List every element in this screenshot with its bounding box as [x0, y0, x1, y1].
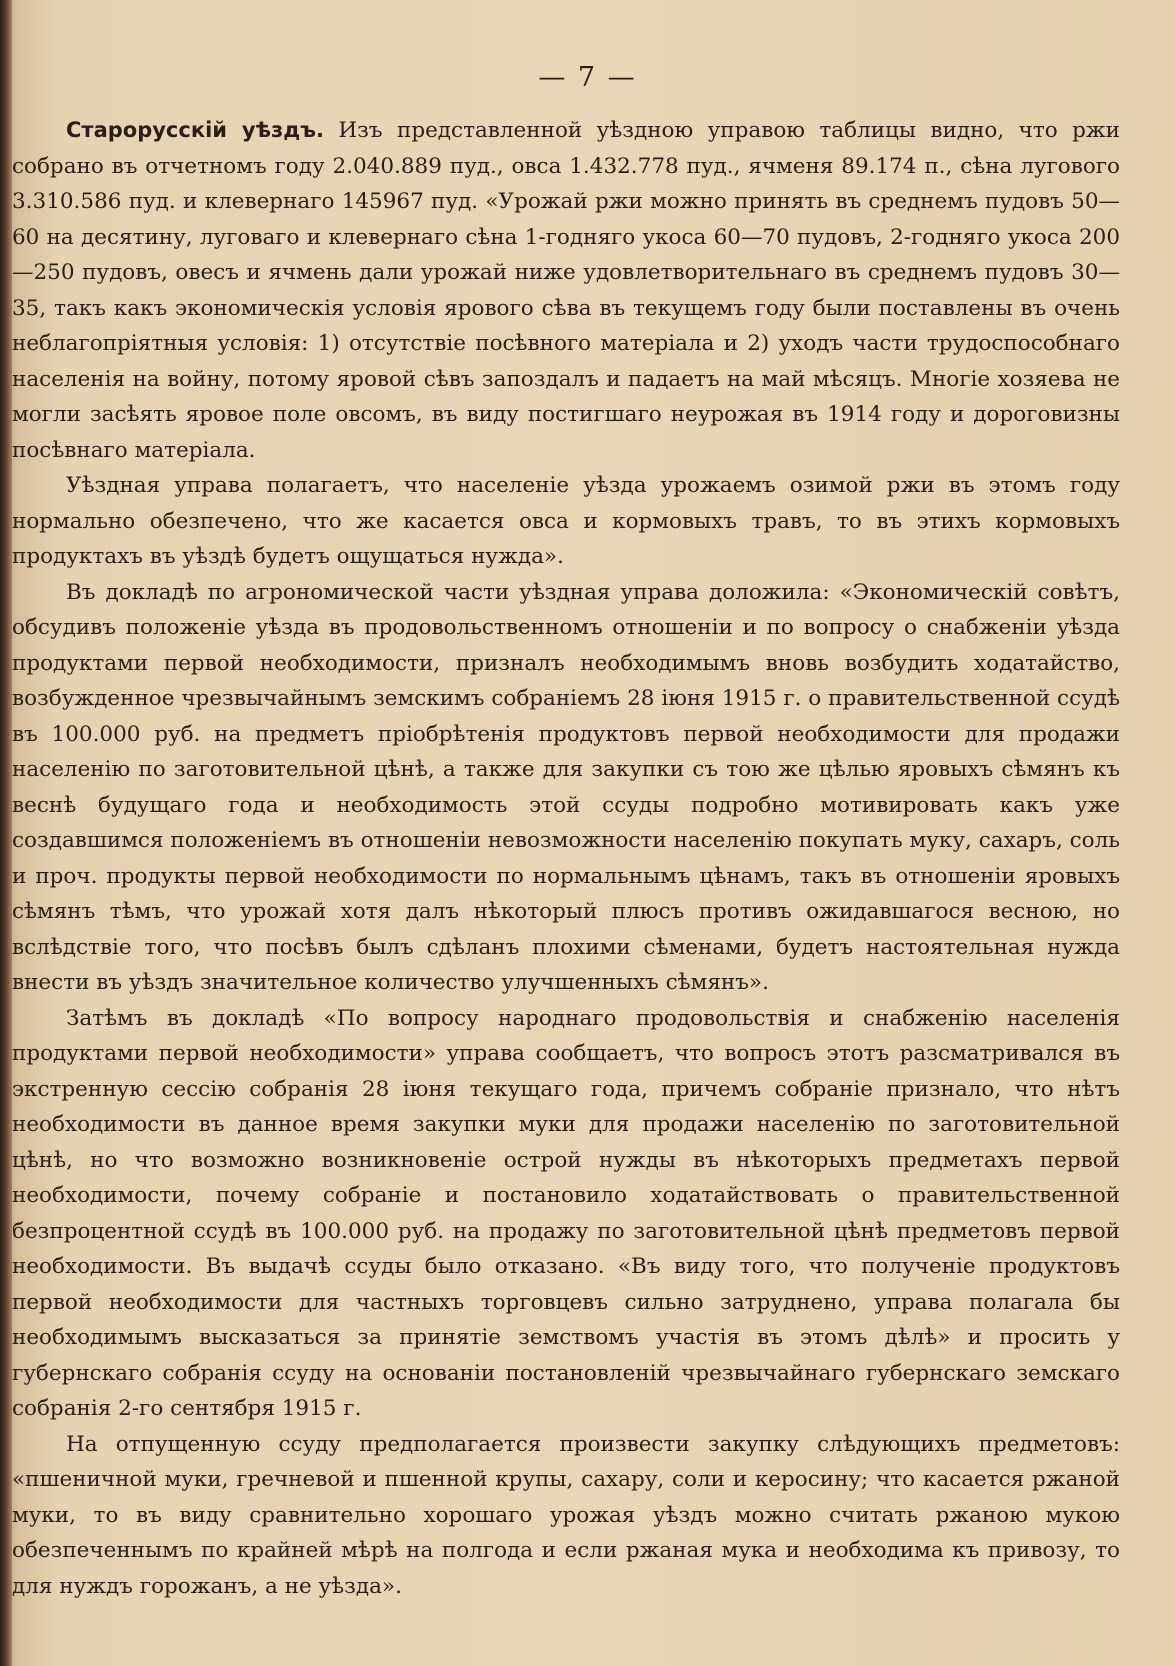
page-number: — 7 —	[538, 62, 637, 93]
section-heading: Старорусскій уѣздъ.	[66, 118, 324, 142]
paragraph-2: Уѣздная управа полагаетъ, что населеніе уѣзда урожаемъ озимой ржи въ этомъ году нормально обезпечено, что же касается овса и кормовыхъ травъ, то въ этихъ кормовыхъ продуктахъ въ уѣздѣ будетъ ощущаться нужда».	[12, 473, 1120, 569]
paragraph-5: На отпущенную ссуду предполагается произвести закупку слѣдующихъ предметовъ: «пшеничной муки, гречневой и пшенной крупы, сахару, соли и керосину; что касается ржаной муки, то въ виду сравнительно хорошаго урожая уѣздъ можно считать ржаною мукою обезпеченнымъ по крайней мѣрѣ на полгода и если ржаная мука и необходима къ привозу, то для нуждъ горожанъ, а не уѣзда».	[12, 1431, 1120, 1599]
book-spine-edge	[0, 0, 12, 1666]
paragraph-4: Затѣмъ въ докладѣ «По вопросу народнаго продовольствія и снабженію населенія продуктами первой необходимости» управа сообщаетъ, что вопросъ этотъ разсматривался въ экстренную сессію собранія 28 іюня текущаго года, причемъ собраніе признало, что нѣтъ необходимости въ данное время закупки муки для продажи населенію по заготовительной цѣнѣ, но что возможно возникновеніе острой нужды въ нѣкоторыхъ предметахъ первой необходимости, почему собраніе и постановило ходатайствовать о правительственной безпроцентной ссудѣ въ 100.000 руб. на продажу по заготовительной цѣнѣ предметовъ первой необходимости. Въ выдачѣ ссуды было отказано. «Въ виду того, что полученіе продуктовъ первой необходимости для частныхъ торговцевъ сильно затруднено, управа полагала бы необходимымъ высказаться за принятіе земствомъ участія въ этомъ дѣлѣ» и просить у губернскаго собранія ссуду на основаніи постановленій чрезвычайнаго губернскаго земскаго собранія 2-го сентября 1915 г.	[12, 1005, 1120, 1421]
body-text	[12, 113, 1120, 1604]
paragraph-3: Въ докладѣ по агрономической части уѣздная управа доложила: «Экономическій совѣтъ, обсудивъ положеніе уѣзда въ продовольственномъ отношеніи и по вопросу о снабженіи уѣзда продуктами первой необходимости, призналъ необходимымъ вновь возбудить ходатайство, возбужденное чрезвычайнымъ земскимъ собраніемъ 28 іюня 1915 г. о правительственной ссудѣ въ 100.000 руб. на предметъ пріобрѣтенія продуктовъ первой необходимости для продажи населенію по заготовительной цѣнѣ, а также для закупки съ тою же цѣлью яровыхъ сѣмянъ къ веснѣ будущаго года и необходимость этой ссуды подробно мотивировать какъ уже создавшимся положеніемъ въ отношеніи невозможности населенію покупать муку, сахаръ, соль и проч. продукты первой необходимости по нормальнымъ цѣнамъ, такъ въ отношеніи яровыхъ сѣмянъ тѣмъ, что урожай хотя далъ нѣкоторый плюсъ противъ ожидавшагося весною, но вслѣдствіе того, что посѣвъ былъ сдѣланъ плохими сѣменами, будетъ настоятельная нужда внести въ уѣздъ значительное количество улучшенныхъ сѣмянъ».	[12, 579, 1120, 995]
paragraph-1-text: Изъ представленной уѣздною управою таблицы видно, что ржи собрано въ отчетномъ году 2.040.889 пуд., овса 1.432.778 пуд., ячменя 89.174 п., сѣна лугового 3.310.586 пуд. и клевернаго 145967 пуд. «Урожай ржи можно принять въ среднемъ пудовъ 50—60 на десятину, луговаго и клевернаго сѣна 1-годняго укоса 60—70 пудовъ, 2-годняго укоса 200—250 пудовъ, овесъ и ячмень дали урожай ниже удовлетворительнаго въ среднемъ пудовъ 30—35, такъ какъ экономическія условія ярового сѣва въ текущемъ году были поставлены въ очень неблагопріятныя условія: 1) отсутствіе посѣвного матеріала и 2) уходъ части трудоспособнаго населенія на войну, потому яровой сѣвъ запоздалъ и падаетъ на май мѣсяцъ. Многіе хозяева не могли засѣять яровое поле овсомъ, въ виду постигшаго неурожая въ 1914 году и дороговизны посѣвнаго матеріала.	[12, 118, 1120, 463]
paragraph-1	[12, 113, 1120, 468]
